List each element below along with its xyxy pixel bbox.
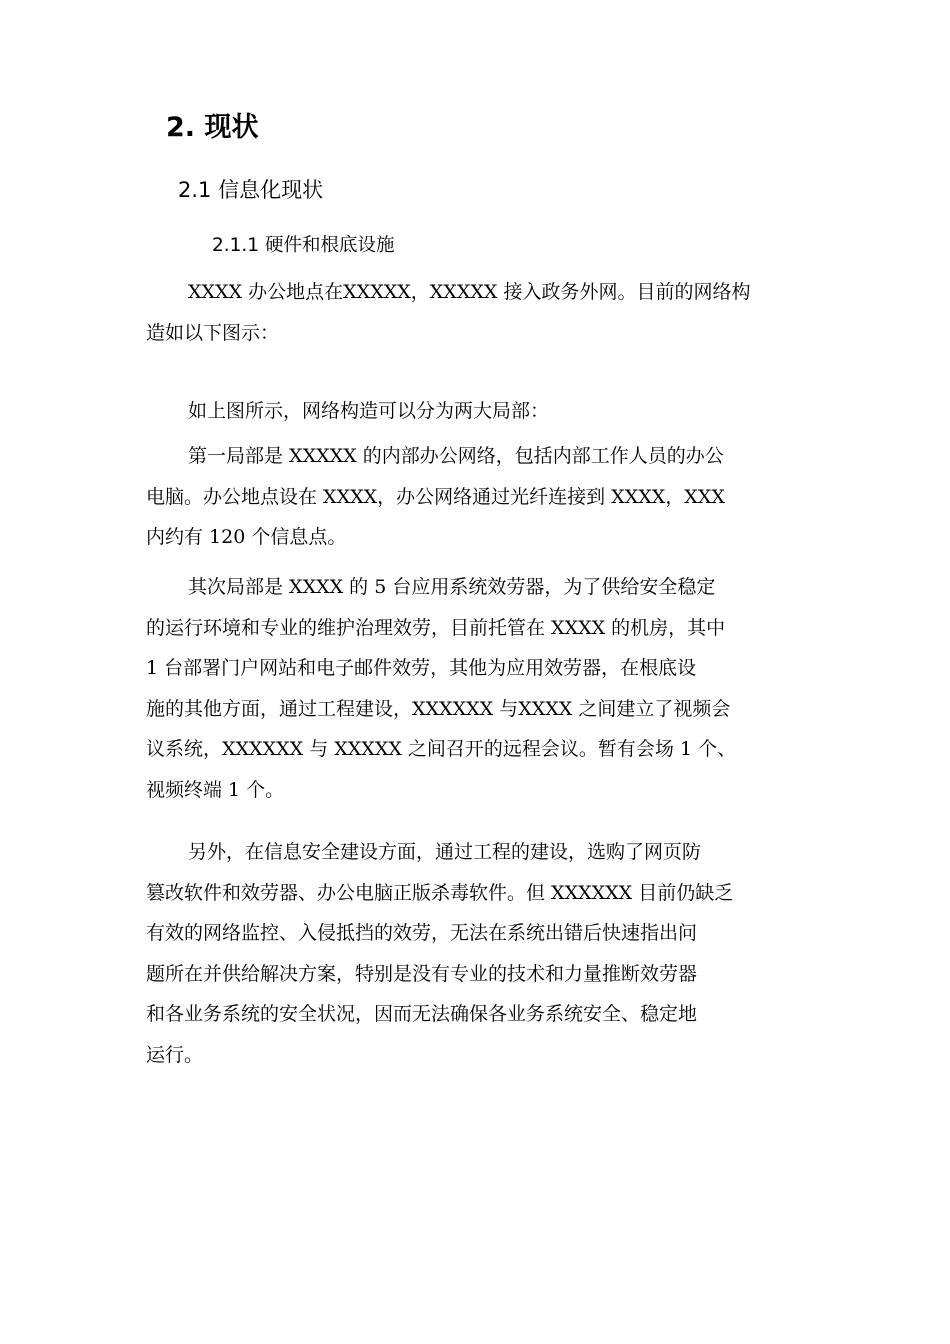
paragraph-line: 有效的网络监控、入侵抵挡的效劳，无法在系统出错后快速指出问 (146, 922, 698, 944)
paragraph-line: 运行。 (146, 1043, 204, 1066)
paragraph-line: 议系统，XXXXXX 与 XXXXX 之间召开的远程会议。暂有会场 1 个、 (146, 738, 737, 760)
paragraph-line: 施的其他方面，通过工程建设，XXXXXX 与XXXX 之间建立了视频会 (146, 697, 731, 720)
paragraph-line: 第一局部是 XXXXX 的内部办公网络，包括内部工作人员的办公 (188, 445, 724, 467)
paragraph-line: 和各业务系统的安全状况，因而无法确保各业务系统安全、稳定地 (146, 1003, 698, 1025)
paragraph-line: 如上图所示，网络构造可以分为两大局部： (188, 400, 550, 422)
heading-section-2-1-1: 2.1.1 硬件和根底设施 (212, 235, 395, 256)
paragraph-security (146, 832, 811, 1075)
heading-section-2-1: 2.1 信息化现状 (178, 178, 324, 202)
paragraph-line: XXXX 办公地点在XXXXX，XXXXX 接入政务外网。目前的网络构 (188, 281, 751, 303)
paragraph-line: 1 台部署门户网站和电子邮件效劳，其他为应用效劳器，在根底设 (146, 657, 697, 679)
paragraph-first-part (146, 436, 811, 558)
paragraph-line: 题所在并供给解决方案，特别是没有专业的技术和力量推断效劳器 (146, 962, 698, 985)
paragraph-line: 视频终端 1 个。 (146, 778, 285, 801)
paragraph-line: 另外，在信息安全建设方面，通过工程的建设，选购了网页防 (188, 841, 702, 863)
paragraph-line: 其次局部是 XXXX 的 5 台应用系统效劳器，为了供给安全稳定 (188, 576, 716, 598)
paragraph-line: 电脑。办公地点设在 XXXX，办公网络通过光纤连接到 XXXX，XXX (146, 485, 725, 508)
paragraph-second-part (146, 567, 811, 810)
paragraph-line: 的运行环境和专业的维护治理效劳，目前托管在 XXXX 的机房，其中 (146, 616, 726, 639)
paragraph-line: 内约有 120 个信息点。 (146, 526, 347, 548)
paragraph-network-overview (146, 391, 811, 432)
heading-section-2: 2. 现状 (166, 112, 259, 143)
paragraph-line: 造如以下图示： (146, 321, 280, 344)
paragraph-line: 篡改软件和效劳器、办公电脑正版杀毒软件。但 XXXXXX 目前仍缺乏 (146, 881, 734, 904)
paragraph-network-location (146, 272, 811, 353)
